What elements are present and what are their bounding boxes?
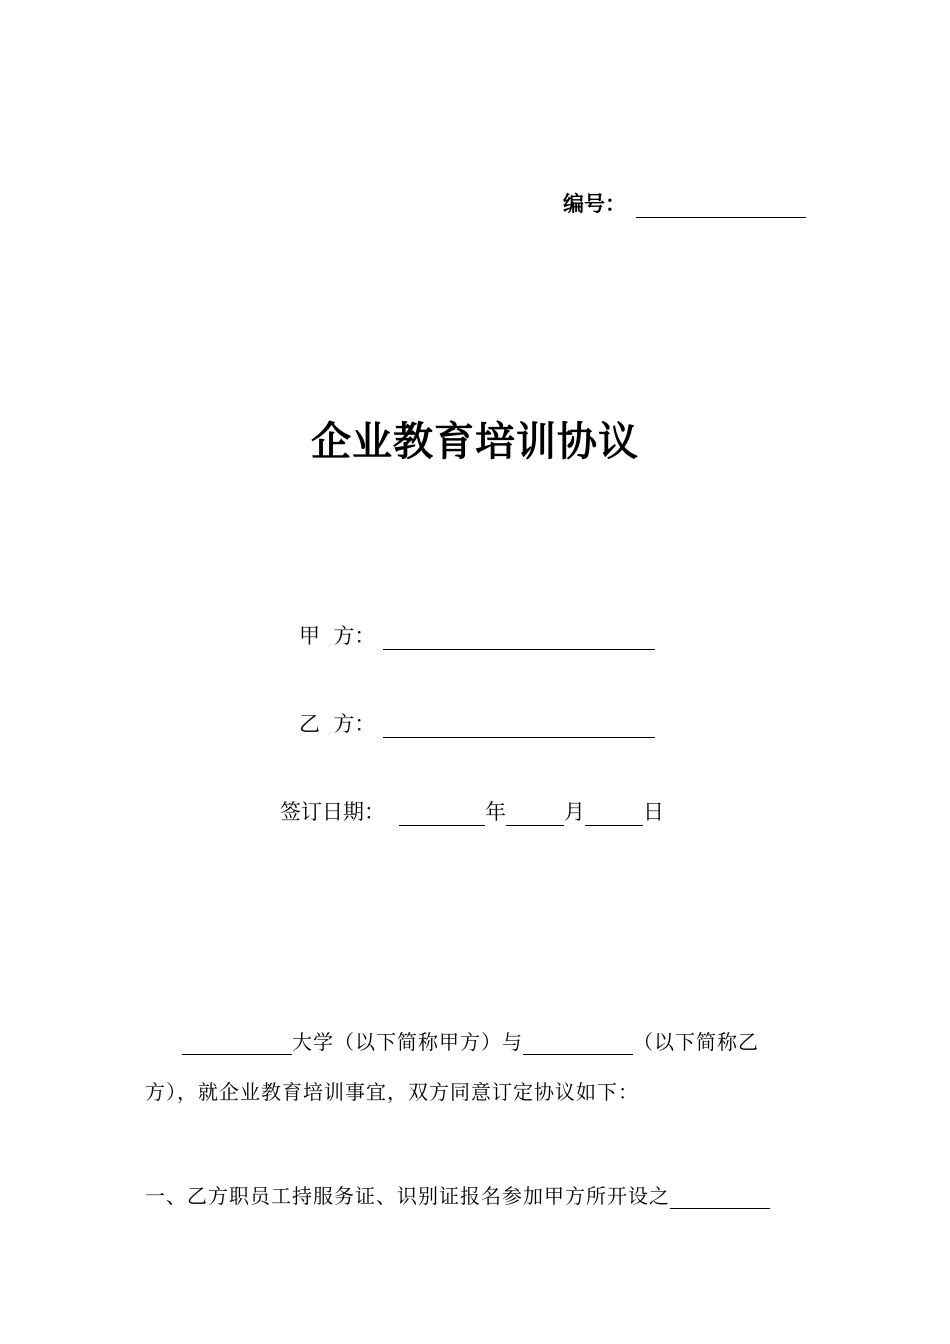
document-number-label: 编号：: [563, 192, 626, 216]
paragraph-2-text: 一、乙方职员工持服务证、识别证报名参加甲方所开设之: [145, 1184, 670, 1208]
party-b-label: 乙 方：: [299, 712, 376, 736]
paragraph-2-line-1: [145, 1180, 770, 1209]
university-name-blank[interactable]: [182, 1034, 292, 1055]
sign-day-blank[interactable]: [585, 803, 643, 826]
party-a-label: 甲 方：: [299, 624, 376, 648]
sign-date-line: [280, 796, 664, 826]
document-number: [563, 188, 806, 218]
sign-date-label: 签订日期：: [280, 800, 385, 824]
paragraph-1-line-2: [145, 1076, 639, 1105]
paragraph-1-text-c: 方），就企业教育培训事宜，双方同意订定协议如下：: [145, 1080, 639, 1104]
party-a-line: [299, 620, 655, 650]
party-b-blank[interactable]: [383, 715, 655, 738]
company-name-blank[interactable]: [523, 1034, 633, 1055]
year-label: 年: [485, 800, 506, 824]
document-number-blank[interactable]: [636, 193, 806, 218]
day-label: 日: [643, 800, 664, 824]
paragraph-1-text-a: 大学（以下简称甲方）与: [292, 1030, 523, 1054]
month-label: 月: [564, 800, 585, 824]
document-title: 企业教育培训协议: [311, 419, 639, 465]
sign-year-blank[interactable]: [399, 803, 485, 826]
course-name-blank[interactable]: [670, 1188, 770, 1209]
sign-month-blank[interactable]: [506, 803, 564, 826]
party-a-blank[interactable]: [383, 627, 655, 650]
paragraph-1-line-1: [182, 1026, 759, 1055]
paragraph-1-text-b: （以下简称乙: [633, 1030, 759, 1054]
party-b-line: [299, 708, 655, 738]
